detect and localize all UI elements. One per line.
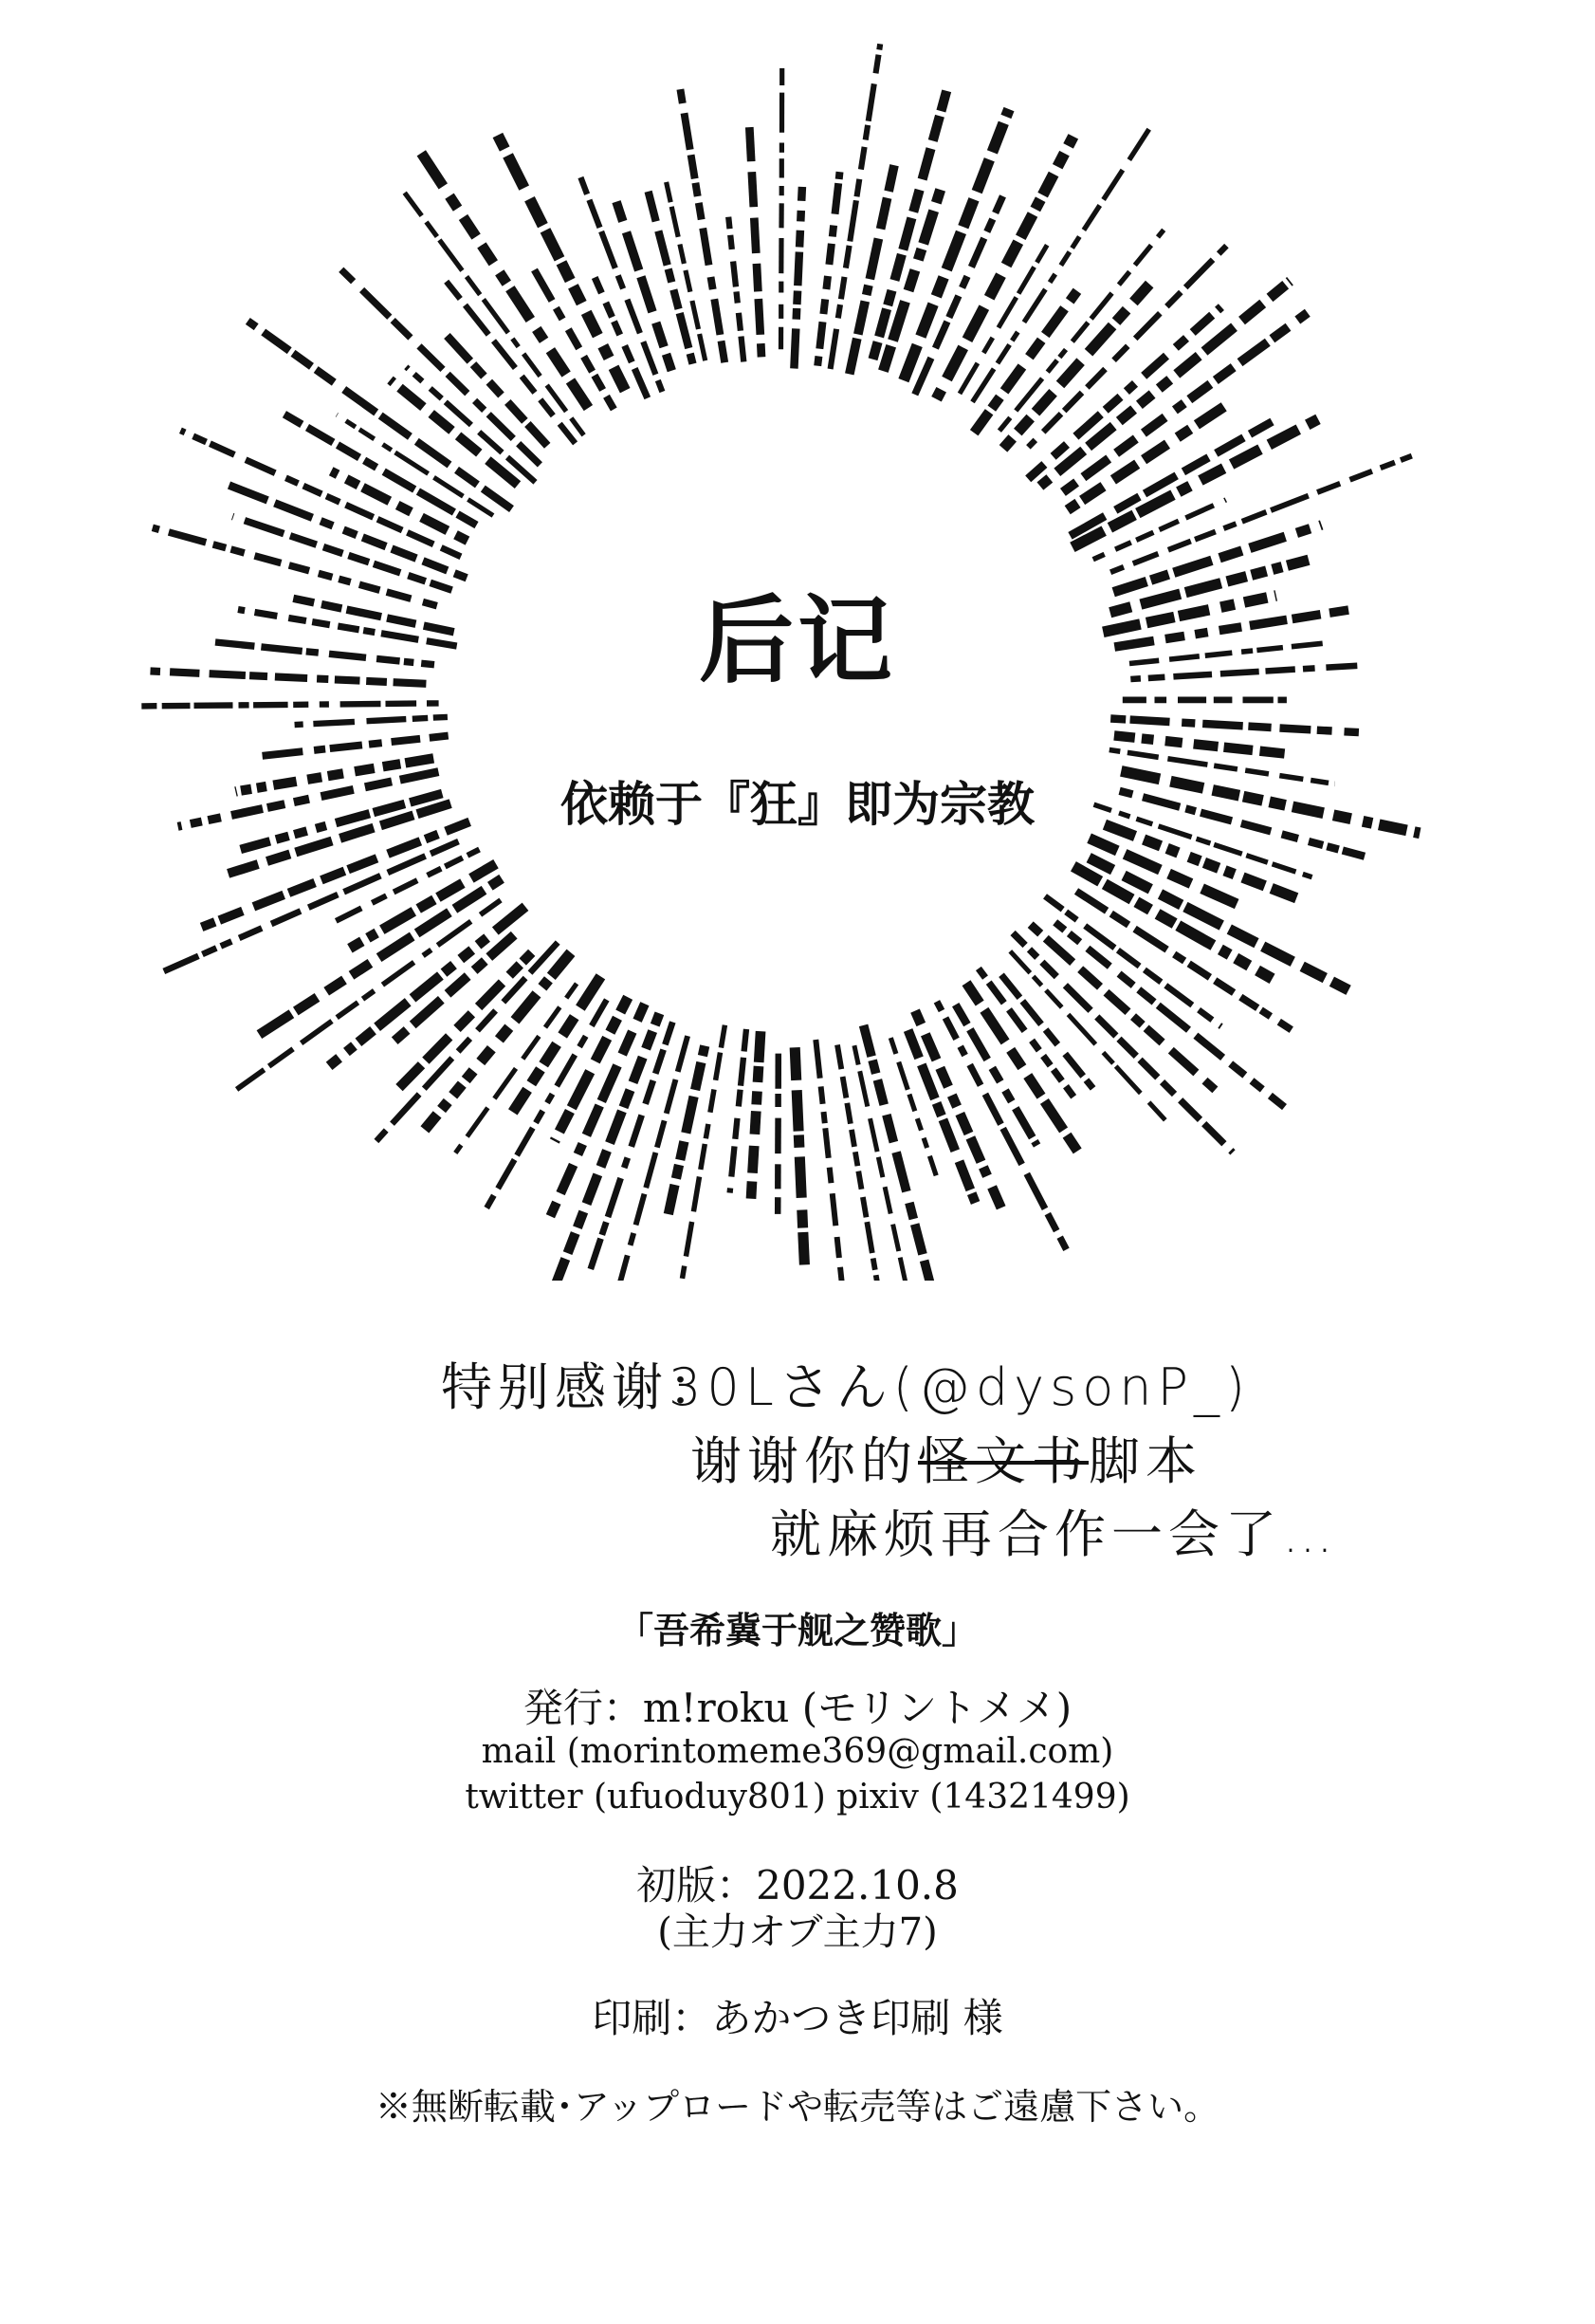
reprint-notice: ※無断転載･アップロードや転売等はご遠慮下さい。 xyxy=(375,2086,1220,2128)
page-subtitle: 依赖于『狂』即为宗教 xyxy=(560,776,1035,832)
thanks-label: 特别感谢： xyxy=(441,1357,725,1417)
printer-line: 印刷：あかつき印刷 様 xyxy=(592,1995,1003,2041)
thanks-name: 30Lさん(@dysonP_) xyxy=(669,1357,1252,1417)
book-title: 「吾希冀于舰之赞歌」 xyxy=(616,1609,978,1651)
thanks-line-2-prefix: 谢谢你的 xyxy=(690,1431,918,1491)
thanks-line-2-suffix: 脚本 xyxy=(1089,1431,1202,1491)
thanks-line-3: 就麻烦再合作一会了… xyxy=(770,1504,1339,1564)
mail-line: mail (morintomeme369@gmail.com) xyxy=(481,1732,1114,1771)
first-edition: 初版：2022.10.8 xyxy=(636,1862,959,1909)
social-line: twitter (ufuoduy801) pixiv (14321499) xyxy=(465,1778,1130,1817)
publisher-line: 発行：m!roku (モリントメメ) xyxy=(522,1685,1072,1731)
event-name: (主力オブ主力7) xyxy=(657,1910,938,1954)
thanks-line-2 xyxy=(690,1421,1202,1494)
thanks-line-2-struck: 怪文书 xyxy=(918,1431,1089,1491)
page-title: 后记 xyxy=(699,584,896,696)
